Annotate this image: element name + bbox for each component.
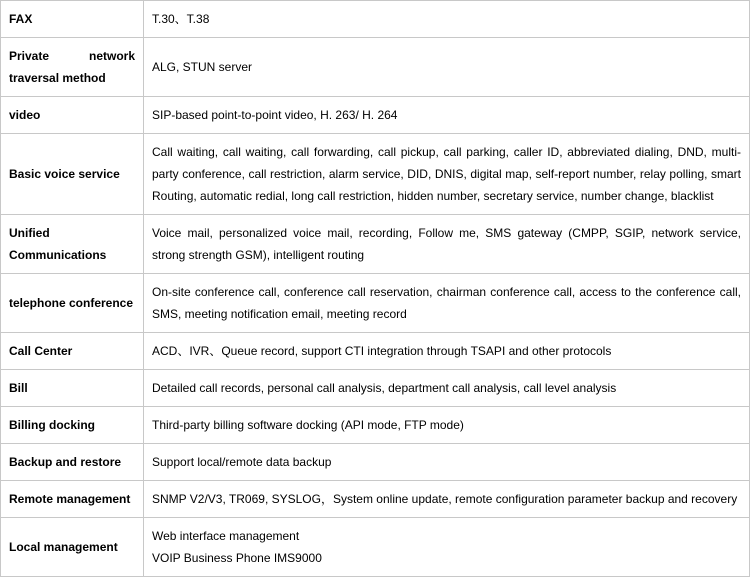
row-value-bill: Detailed call records, personal call analysis, department call analysis, call level analysis: [144, 370, 750, 407]
row-label-basic-voice-service: Basic voice service: [1, 134, 144, 215]
row-value-video: SIP-based point-to-point video, H. 263/ H. 264: [144, 97, 750, 134]
row-value-unified-communications: Voice mail, personalized voice mail, recording, Follow me, SMS gateway (CMPP, SGIP, network service, strong strength GSM), intelligent routing: [144, 215, 750, 274]
row-value-telephone-conference: On-site conference call, conference call reservation, chairman conference call, access to the conference call, SMS, meeting notification email, meeting record: [144, 274, 750, 333]
row-value-call-center: ACD、IVR、Queue record, support CTI integration through TSAPI and other protocols: [144, 333, 750, 370]
row-label-local-management: Local management: [1, 518, 144, 577]
table-row: [1, 274, 750, 333]
row-label-backup-restore: Backup and restore: [1, 444, 144, 481]
row-value-backup-restore: Support local/remote data backup: [144, 444, 750, 481]
row-label-call-center: Call Center: [1, 333, 144, 370]
table-row: [1, 407, 750, 444]
row-value-basic-voice-service: Call waiting, call waiting, call forwarding, call pickup, call parking, caller ID, abbreviated dialing, DND, multi-party conference, call restriction, alarm service, DID, DNIS, digital map, self-report number, relay polling, smart Routing, automatic redial, long call restriction, hidden number, secretary service, number change, blacklist: [144, 134, 750, 215]
local-management-line: VOIP Business Phone IMS9000: [152, 551, 322, 565]
row-label-traversal-method: Private network traversal method: [1, 38, 144, 97]
table-row: [1, 134, 750, 215]
row-value-fax: T.30、T.38: [144, 1, 750, 38]
table-row: [1, 444, 750, 481]
table-row: [1, 518, 750, 577]
row-value-local-management: [144, 518, 750, 577]
row-label-fax: FAX: [1, 1, 144, 38]
row-value-remote-management: SNMP V2/V3, TR069, SYSLOG，System online update, remote configuration parameter backup and recovery: [144, 481, 750, 518]
row-label-billing-docking: Billing docking: [1, 407, 144, 444]
table-row: [1, 97, 750, 134]
row-label-remote-management: Remote management: [1, 481, 144, 518]
row-label-video: video: [1, 97, 144, 134]
row-value-billing-docking: Third-party billing software docking (API mode, FTP mode): [144, 407, 750, 444]
row-label-telephone-conference: telephone conference: [1, 274, 144, 333]
row-label-unified-communications: Unified Communications: [1, 215, 144, 274]
table-row: [1, 38, 750, 97]
row-value-traversal-method: ALG, STUN server: [144, 38, 750, 97]
table-row: [1, 370, 750, 407]
row-label-bill: Bill: [1, 370, 144, 407]
table-row: [1, 215, 750, 274]
table-row: [1, 333, 750, 370]
table-row: [1, 481, 750, 518]
table-row: [1, 1, 750, 38]
local-management-line: Web interface management: [152, 529, 300, 543]
